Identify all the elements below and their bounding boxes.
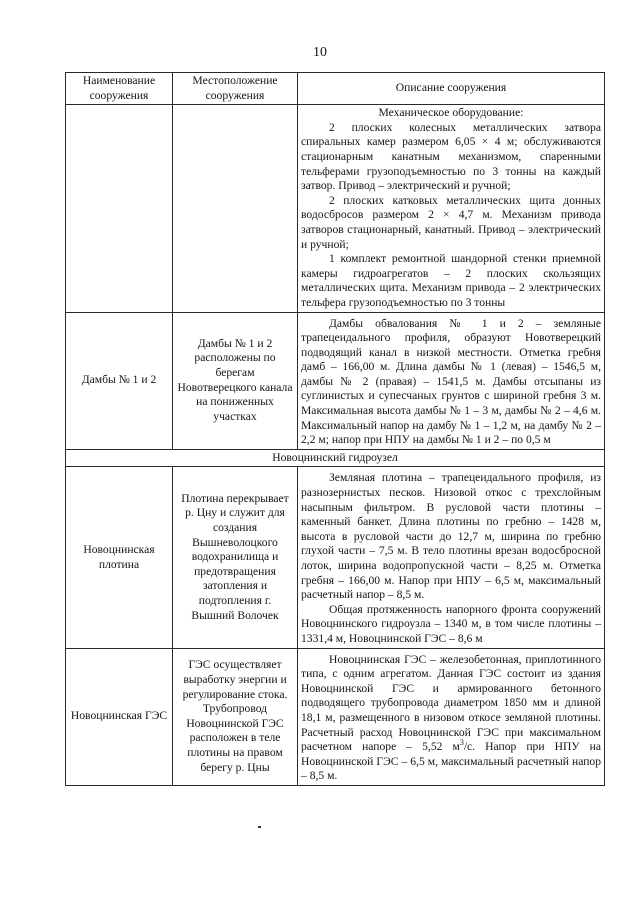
row3-location: Плотина перекрывает р. Цну и служит для создания Вышневолоцкого водохранилища и предотвращения затопления и подтопления г. Вышний Волочек [173,467,298,648]
header-description: Описание сооружения [298,73,605,105]
row2-location: Дамбы № 1 и 2 расположены по берегам Новотверецкого канала на пониженных участках [173,312,298,449]
row3-description-cell [298,467,605,648]
row4-description-cell [298,648,605,785]
row3-name: Новоцнинская плотина [66,467,173,648]
row4-name: Новоцнинская ГЭС [66,648,173,785]
row1-location-cell [173,105,298,312]
row4-location: ГЭС осуществляет выработку энергии и регулирование стока. Трубопровод Новоцнинской ГЭС расположен в теле плотины на правом берегу р. Цны [173,648,298,785]
row2-description-cell [298,312,605,449]
header-location: Местоположение сооружения [173,73,298,105]
row2-description: Дамбы обвалования № 1 и 2 – земляные трапецеидального профиля, образуют Новотверецкий подводящий канал в низкой местности. Отметка гребня дамб – 166,00 м. Длина дамбы № 1 (левая) – 1546,5 м, дамбы № 2 (правая) – 1541,5 м. Дамбы отсыпаны из суглинистых и супесчаных грунтов с шириной гребня 3 м. Максимальная высота дамбы № 1 – 3 м, дамбы № 2 – 4,6 м. Максимальный напор на дамбу № 1 – 1,2 м, на дамбу № 2 – 2,2 м; напор при НПУ на дамбы № 1 и 2 – по 0,5 м [301,316,601,447]
mech-equipment-heading: Механическое оборудование: [378,106,524,120]
row4-description [301,653,601,784]
table-row [66,312,605,449]
table-row [66,648,605,785]
row1-paragraph-1: 2 плоских колесных металлических затвора спиральных камер размером 6,05 × 4 м; обслуживаются стационарным канатным механизмом, спаренными тельферами грузоподъемностью по 3 тонны на каждый затвор. Привод – электрический и ручной; [301,120,601,193]
table-row [66,105,605,312]
row3-paragraph-2: Общая протяженность напорного фронта сооружений Новоцнинского гидроузла – 1340 м, в том числе плотины – 1331,4 м, Новоцнинской ГЭС – 8,6 м [301,602,601,645]
page-number: 10 [313,45,327,60]
table-header-row [66,73,605,105]
table-row [66,467,605,648]
row1-paragraph-3: 1 комплект ремонтной шандорной стенки приемной камеры гидроагрегатов – 2 плоских скользящих металлических щита. Механизм привода – 2 электрических тельфера грузоподъемностью по 3 тонны [301,252,601,309]
section-title: Новоцнинский гидроузел [66,449,605,467]
row2-name: Дамбы № 1 и 2 [66,312,173,449]
row4-description-text-b: /с. Напор при НПУ на Новоцнинской ГЭС – 6,5 м, максимальный расчетный напор – 8,5 м. [301,740,601,783]
row1-name-cell [66,105,173,312]
row3-paragraph-1: Земляная плотина – трапецеидального профиля, из разнозернистых песков. Низовой откос с трехслойным насыпным фильтром. В русловой части плотины – каменный банкет. Длина плотины по гребню – 1428 м, высота в русловой части до 12,7 м, ширина по гребню глухой части – 7,5 м. В тело плотины врезан водосбросной лоток, ширина водопропускной части – 8,25 м. Отметка гребня – 166,00 м. Напор при НПУ – 6,5 м, максимальный расчетный напор – 8,5 м. [301,471,601,602]
header-name: Наименование сооружения [66,73,173,105]
scan-mark [258,826,261,828]
structures-table [65,72,605,786]
section-row [66,449,605,467]
row1-paragraph-2: 2 плоских катковых металлических щита донных водосбросов размером 2 × 4,7 м. Механизм привода затворов стационарный, канатный. Привод – электрический и ручной; [301,193,601,251]
row1-description-cell [298,105,605,312]
row4-description-text-a: Новоцнинская ГЭС – железобетонная, приплотинного типа, с одним агрегатом. Данная ГЭС состоит из здания Новоцнинской ГЭС и армированного бетонного подводящего трубопровода диаметром 1850 мм и длиной 18,1 м, размещенного в низовом откосе земляной плотины. Расчетный расход Новоцнинской ГЭС при максимальном расчетном напоре – 5,52 м [301,652,601,754]
row4-superscript: 3 [459,738,464,748]
